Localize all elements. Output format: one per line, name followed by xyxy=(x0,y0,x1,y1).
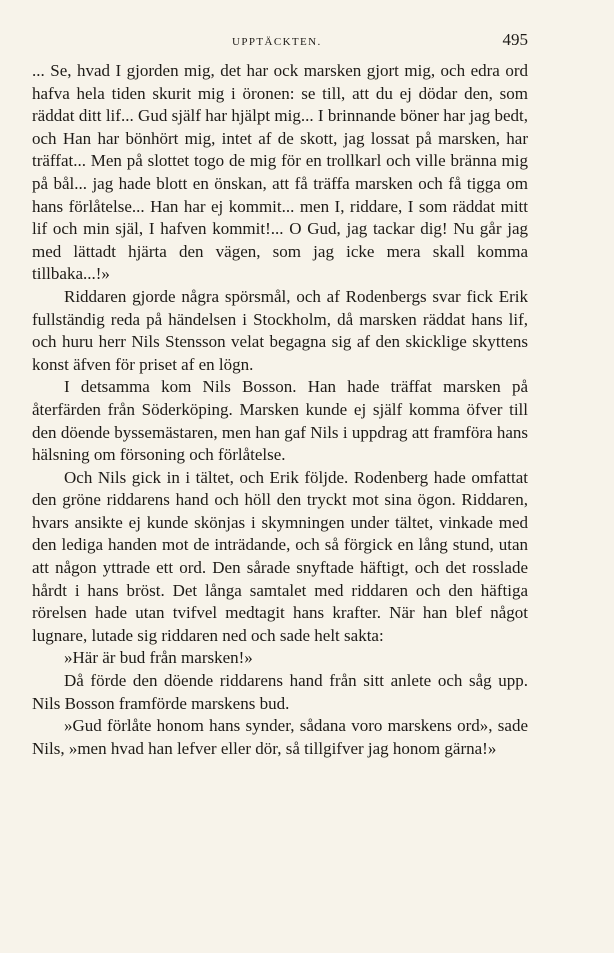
page-header xyxy=(32,30,528,52)
paragraph: I detsamma kom Nils Bosson. Han hade träffat marsken på återfärden från Söderköping. Marsken kunde ej själf komma öfver till den döende byssemästaren, men han gaf Nils i uppdrag att framföra hans hälsning om försoning och förlåtelse. xyxy=(32,377,528,465)
body-text xyxy=(32,60,528,760)
paragraph: »Här är bud från marsken!» xyxy=(64,648,253,668)
paragraph: Och Nils gick in i tältet, och Erik följde. Rodenberg hade omfattat den gröne riddarens hand och höll den tryckt mot sina ögon. Riddaren, hvars ansikte ej kunde skönjas i skymningen under tältet, vinkade med den lediga handen mot de inträdande, och så förgick en lång stund, utan att någon yttrade ett ord. Den sårade snyftade häftigt, och det rosslade hårdt i hans bröst. Det långa samtalet med riddaren och den häftiga rörelsen hade utan tvifvel medtagit hans krafter. När han blef något lugnare, lutade sig riddaren ned och sade helt sakta: xyxy=(32,467,528,645)
paragraph: Då förde den döende riddarens hand från sitt anlete och såg upp. Nils Bosson framförde marskens bud. xyxy=(32,671,528,713)
page-number: 495 xyxy=(502,30,528,49)
paragraph: Riddaren gjorde några spörsmål, och af Rodenbergs svar fick Erik fullständig reda på händelsen i Stockholm, då marsken räddat hans lif, och huru herr Nils Stensson velat begagna sig af den skicklige skyttens konst äfven för priset af en lögn. xyxy=(32,286,528,374)
paragraph-continued: ... Se, hvad I gjorden mig, det har ock marsken gjort mig, och edra ord hafva hela tiden skurit mig i öronen: se till, att du ej dödar den, som räddat ditt lif... Gud själf har hjälpt mig... I brinnande böner har jag bedt, och Han har bönhört mig, intet af de skott, jag lossat på marsken, har träffat... Men på slottet togo de mig för en trollkarl och ville bränna mig på bål... jag hade blott en önskan, att få träffa marsken och få tigga om hans förlåtelse... Han har ej kommit... men I, riddare, I som räddat mitt lif och min själ, I hafven kommit!... O Gud, jag tackar dig! Nu går jag med lättadt hjärta den vägen, som jag icke mera skall komma tillbaka...!» xyxy=(32,61,528,284)
running-head: UPPTÄCKTEN. xyxy=(232,36,322,48)
paragraph: »Gud förlåte honom hans synder, sådana voro marskens ord», sade Nils, »men hvad han lefver eller dör, så tillgifver jag honom gärna!» xyxy=(32,716,528,758)
